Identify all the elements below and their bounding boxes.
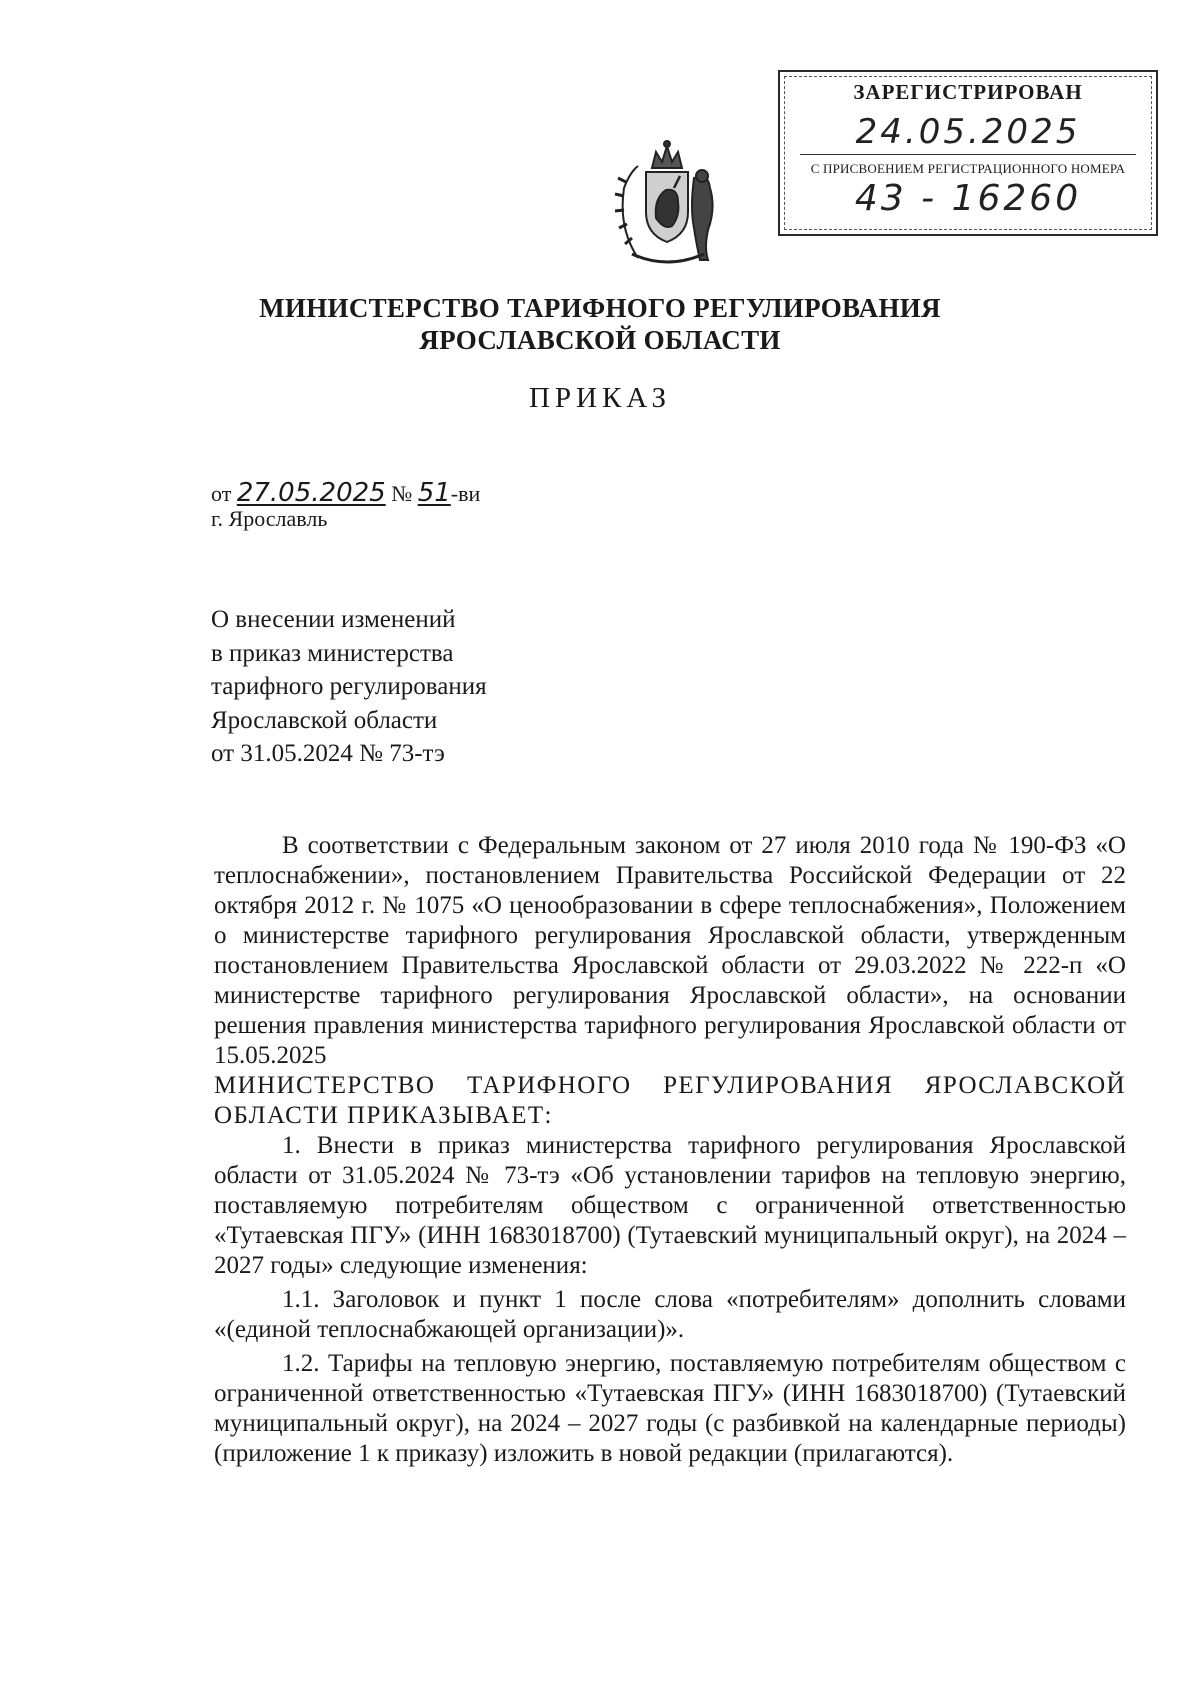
item-1-1-paragraph: 1.1. Заголовок и пункт 1 после слова «потребителям» дополнить словами «(единой теплоснабжающей организации)». (214, 1286, 1126, 1343)
order-body (214, 831, 1126, 1469)
stamp-title: ЗАРЕГИСТРИРОВАН (853, 80, 1083, 104)
order-date-number (211, 478, 480, 508)
stamp-registration-number: 43 - 16260 (854, 178, 1082, 219)
stamp-subtitle: С ПРИСВОЕНИЕМ РЕГИСТРАЦИОННОГО НОМЕРА (810, 161, 1126, 176)
subject-line: от 31.05.2024 № 73-тэ (211, 740, 445, 767)
order-subject (211, 603, 487, 771)
subject-line: О внесении изменений (211, 606, 456, 633)
coat-of-arms-icon (608, 138, 726, 266)
item-1-paragraph: 1. Внести в приказ министерства тарифного регулирования Ярославской области от 31.05.2024 № 73-тэ «Об установлении тарифов на тепловую энергию, поставляемую потребителям обществом с ограниченной ответственностью «Тутаевская ПГУ» (ИНН 1683018700) (Тутаевский муниципальный округ), на 2024 – 2027 годы» следующие изменения: (214, 1132, 1126, 1279)
order-date: 27.05.2025 (236, 478, 386, 508)
decree-statement: МИНИСТЕРСТВО ТАРИФНОГО РЕГУЛИРОВАНИЯ ЯРОСЛАВСКОЙ ОБЛАСТИ ПРИКАЗЫВАЕТ: (214, 1072, 1126, 1129)
order-number-suffix: -ви (450, 481, 481, 506)
subject-line: в приказ министерства (211, 639, 454, 667)
subject-line: тарифного регулирования (211, 673, 487, 700)
ministry-name-line-1: МИНИСТЕРСТВО ТАРИФНОГО РЕГУЛИРОВАНИЯ (259, 293, 941, 323)
stamp-date: 24.05.2025 (800, 110, 1136, 155)
document-type-title: ПРИКАЗ (528, 382, 672, 414)
preamble-paragraph: В соответствии с Федеральным законом от 27 июля 2010 года № 190-ФЗ «О теплоснабжении», постановлением Правительства Российской Федерации от 22 октября 2012 г. № 1075 «О ценообразовании в сфере теплоснабжения», Положением о министерстве тарифного регулирования Ярославской области, утвержденным постановлением Правительства Ярославской области от 29.03.2022 № 222-п «О министерстве тарифного регулирования Ярославской области», на основании решения правления министерства тарифного регулирования Ярославской области от 15.05.2025 (214, 832, 1126, 1069)
city: г. Ярославль (211, 506, 328, 531)
item-1-2-paragraph: 1.2. Тарифы на тепловую энергию, поставляемую потребителям обществом с ограниченной ответственностью «Тутаевская ПГУ» (ИНН 1683018700) (Тутаевский муниципальный округ), на 2024 – 2027 годы (с разбивкой на календарные периоды) (приложение 1 к приказу) изложить в новой редакции (прилагаются). (214, 1350, 1126, 1467)
number-label: № (391, 481, 413, 506)
ministry-name-line-2: ЯРОСЛАВСКОЙ ОБЛАСТИ (419, 325, 781, 355)
subject-line: Ярославской области (211, 706, 438, 734)
from-label: от (211, 481, 232, 506)
registration-stamp (778, 70, 1158, 236)
order-number: 51 (417, 478, 451, 508)
